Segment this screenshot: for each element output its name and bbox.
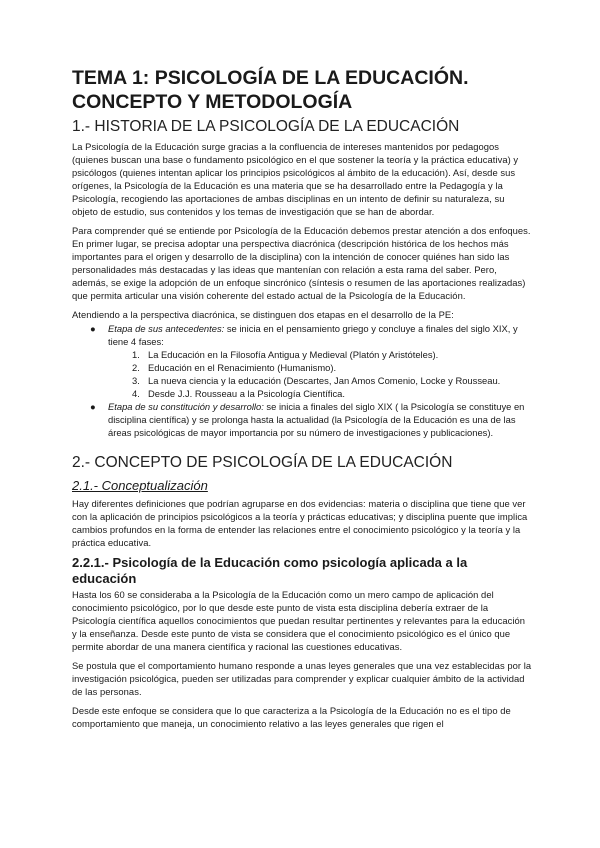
phase-number: 2. — [132, 362, 140, 373]
phase-text: Educación en el Renacimiento (Humanismo). — [148, 362, 337, 373]
subsection-2-2-1-paragraph-1: Hasta los 60 se consideraba a la Psicología de la Educación como un mero campo de aplicación del conocimiento psicológico, por lo que desde este punto de vista esta disciplina debería extraer de la Psicología científica aquellos conocimientos que puedan resultar pertinentes y relevantes para la educación y la enseñanza. Desde este punto de vista se considera que el conocimiento psicológico es el único que permite abordar de una manera científica y racional las cuestiones educativas. — [72, 589, 526, 652]
stage-antecedentes-label: Etapa de sus antecedentes: — [108, 323, 225, 334]
subsection-2-2-1-paragraph-2: Se postula que el comportamiento humano responde a unas leyes generales que una vez establecidas por la investigación psicológica, pueden ser utilizadas para comprender y explicar cualquier ámbito de la actividad de las personas. — [72, 660, 532, 697]
subsection-2-2-1-paragraph-3: Desde este enfoque se considera que lo que caracteriza a la Psicología de la Educación no es el tipo de comportamiento que maneja, un conocimiento relativo a las leyes generales que rigen el — [72, 705, 511, 729]
stages-list — [72, 322, 532, 439]
bullet-icon: ● — [90, 401, 96, 412]
phase-item — [108, 374, 532, 387]
phase-item — [108, 387, 532, 400]
phase-item — [108, 361, 532, 374]
stage-antecedentes — [72, 322, 532, 400]
section-2-heading: 2.- CONCEPTO DE PSICOLOGÍA DE LA EDUCACIÓN — [72, 454, 453, 471]
document-title — [72, 66, 532, 114]
bullet-icon: ● — [90, 323, 96, 334]
subsection-2-1-heading: 2.1.- Conceptualización — [72, 478, 208, 493]
stage-constitucion-text: se inicia a finales del siglo XIX ( la Psicología se constituye en disciplina científica) y se prolonga hasta la actualidad (la Psicología de la Educación es una de las áreas psicológicas de mayor importancia por su número de investigaciones y publicaciones). — [108, 401, 525, 438]
phase-text: Desde J.J. Rousseau a la Psicología Científica. — [148, 388, 345, 399]
phase-number: 1. — [132, 349, 140, 360]
phases-list — [108, 348, 532, 400]
phase-number: 4. — [132, 388, 140, 399]
subsection-2-2-1-heading: 2.2.1.- Psicología de la Educación como psicología aplicada a la educación — [72, 555, 468, 586]
section-1-paragraph-3: Atendiendo a la perspectiva diacrónica, se distinguen dos etapas en el desarrollo de la PE: — [72, 309, 454, 320]
stage-antecedentes-text: se inicia en el pensamiento griego y concluye a finales del siglo XIX, y tiene 4 fases: — [108, 323, 518, 347]
title-line-1: TEMA 1: PSICOLOGÍA DE LA EDUCACIÓN. — [72, 67, 469, 89]
stage-constitucion-label: Etapa de su constitución y desarrollo: — [108, 401, 264, 412]
section-1-paragraph-2: Para comprender qué se entiende por Psicología de la Educación debemos prestar atención a dos enfoques. En primer lugar, se precisa adoptar una perspectiva diacrónica (descripción histórica de los hechos más importantes para el origen y desarrollo de la disciplina) con la intención de conocer quiénes han sido las personalidades más destacadas y las ideas que mantenían con relación a esta rama del saber. Pero, además, se exige la adopción de un enfoque sincrónico (síntesis o resumen de las aportaciones realizadas) que permita articular una visión coherente del estado actual de la Psicología de la Educación. — [72, 225, 531, 301]
phase-text: La Educación en la Filosofía Antigua y Medieval (Platón y Aristóteles). — [148, 349, 439, 360]
stage-constitucion — [72, 400, 532, 439]
phase-number: 3. — [132, 375, 140, 386]
section-1-heading: 1.- HISTORIA DE LA PSICOLOGÍA DE LA EDUCACIÓN — [72, 118, 460, 135]
document-page — [72, 66, 532, 736]
title-line-2: CONCEPTO Y METODOLOGÍA — [72, 91, 353, 113]
subsection-2-1-paragraph: Hay diferentes definiciones que podrían agruparse en dos evidencias: materia o disciplina que tiene que ver con la aplicación de principios psicológicos a la teoría y prácticas educativas; y disciplina puente que implica cambios profundos en la forma de entender las relaciones entre el conocimiento psicológico y la teoría y la práctica educativa. — [72, 498, 528, 548]
phase-item — [108, 348, 532, 361]
section-1-paragraph-1: La Psicología de la Educación surge gracias a la confluencia de intereses mantenidos por pedagogos (quienes buscan una base o fundamento psicológico en el que sostener la teoría y la práctica educativa) y psicólogos (quienes intentan aplicar los principios psicológicos al ámbito de la educación). Así, desde sus orígenes, la Psicología de la Educación es una materia que se ha desarrollado entre la Pedagogía y la Psicología, recogiendo las aportaciones de ambas disciplinas en un intento de definir su naturaleza, su objeto de estudio, sus contenidos y los temas de investigación que se han de abordar. — [72, 141, 519, 217]
phase-text: La nueva ciencia y la educación (Descartes, Jan Amos Comenio, Locke y Rousseau. — [148, 375, 501, 386]
